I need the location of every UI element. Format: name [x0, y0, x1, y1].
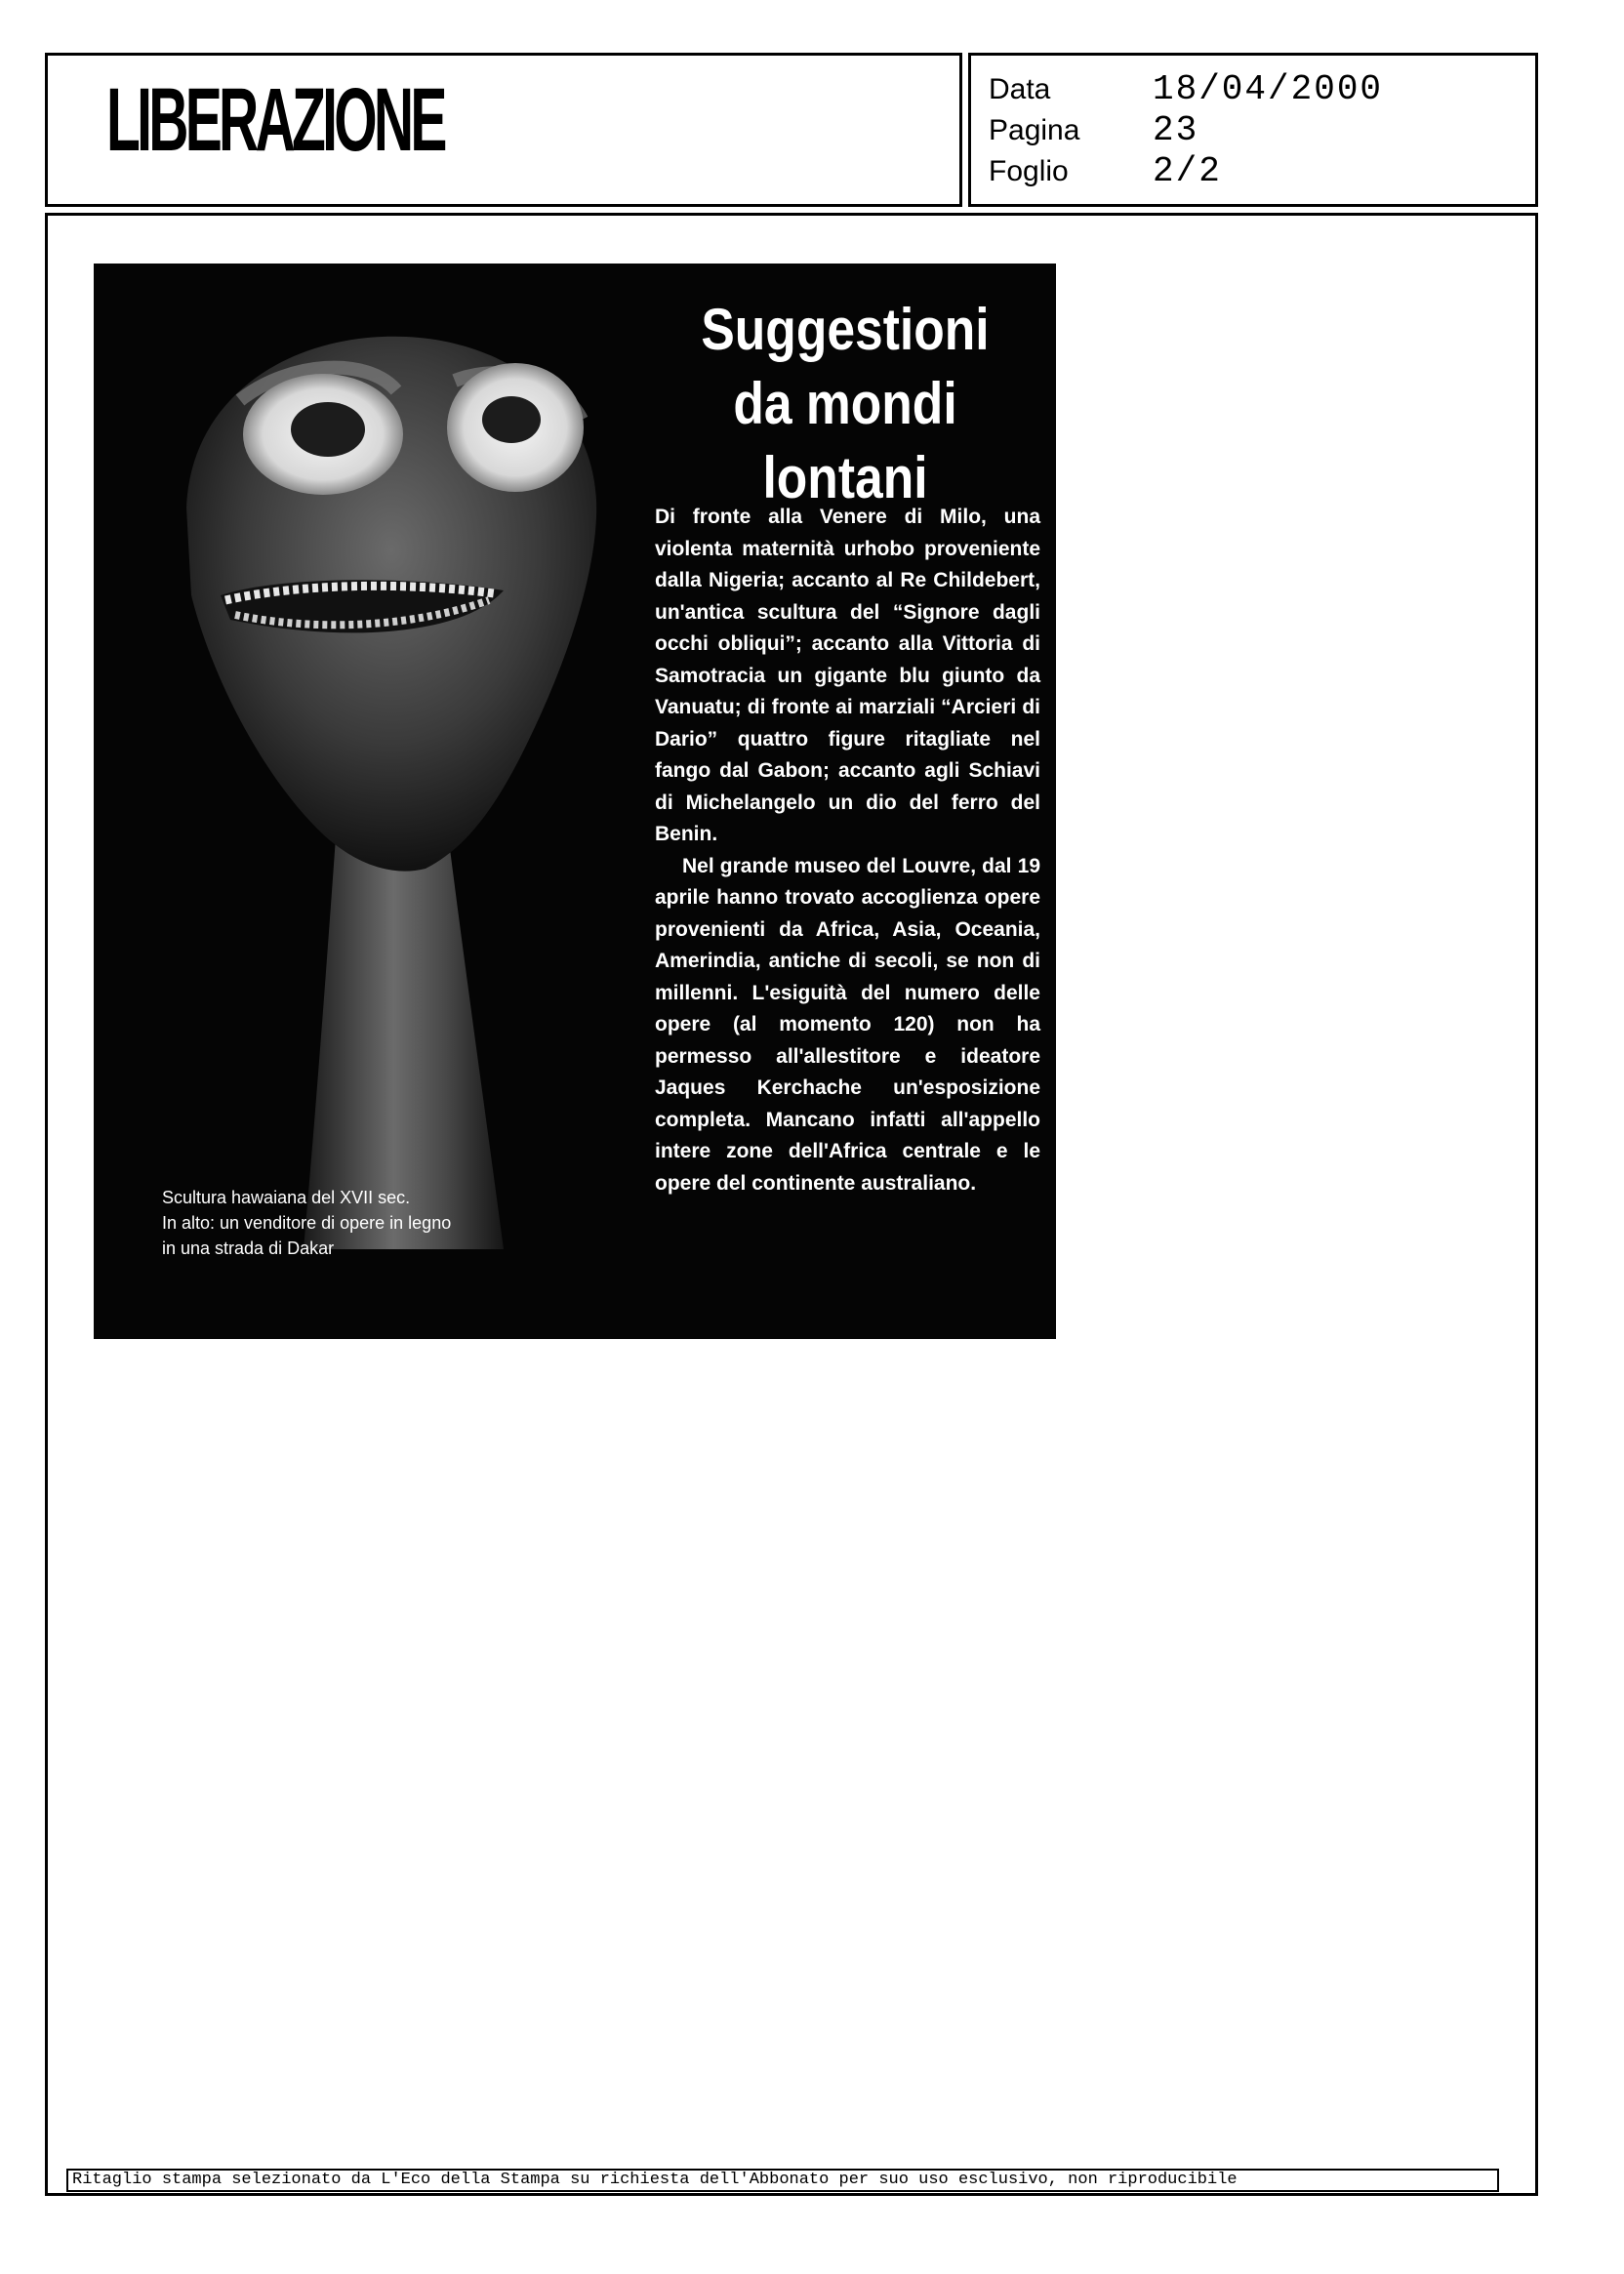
article-paragraph: Di fronte alla Venere di Milo, una violenta maternità urhobo proveniente dalla Nigeria; accanto al Re Childebert, un'antica scultura del “Signore dagli occhi obliqui”; accanto alla Vittoria di Samotracia un gigante blu giunto da Vanuatu; di fronte ai marziali “Arcieri di Dario” quattro figure ritagliate nel fango dal Gabon; accanto agli Schiavi di Michelangelo un dio del ferro del Benin.: [655, 506, 1040, 845]
headline: [669, 293, 1021, 515]
newspaper-logo: LIBERAZIONE: [106, 70, 444, 170]
meta-value: 18/04/2000: [1153, 69, 1384, 109]
caption-line: In alto: un venditore di opere in legno: [162, 1213, 452, 1233]
meta-label: Data: [989, 73, 1051, 105]
article-paragraph: Nel grande museo del Louvre, dal 19 aprile hanno trovato accoglienza opere provenienti da Africa, Asia, Oceania, Amerindia, antiche di secoli, se non di millenni. L'esiguità del numero delle opere (al momento 120) non ha permesso all'allestitore e ideatore Jaques Kerchache un'esposizione completa. Mancano infatti all'appello intere zone dell'Africa centrale e le opere del continente australiano.: [655, 854, 1040, 1195]
meta-value: 2/2: [1153, 151, 1222, 191]
meta-row-pagina: [989, 110, 1535, 149]
headline-line: da mondi: [733, 371, 957, 436]
photo-caption: [162, 1185, 572, 1261]
meta-label: Pagina: [989, 114, 1080, 146]
masthead-box: [45, 53, 962, 207]
meta-box: [968, 53, 1538, 207]
headline-line: Suggestioni: [701, 297, 990, 362]
meta-row-data: [989, 69, 1535, 108]
headline-line: lontani: [762, 445, 928, 510]
meta-value: 23: [1153, 110, 1199, 150]
clipping-disclaimer: Ritaglio stampa selezionato da L'Eco della Stampa su richiesta dell'Abbonato per suo uso esclusivo, non riproducibile: [66, 2169, 1499, 2192]
meta-row-foglio: [989, 151, 1535, 190]
caption-line: Scultura hawaiana del XVII sec.: [162, 1188, 411, 1207]
article-body: [655, 502, 1040, 1199]
caption-line: in una strada di Dakar: [162, 1239, 335, 1258]
meta-label: Foglio: [989, 155, 1069, 187]
article-clipping: [94, 264, 1056, 1339]
